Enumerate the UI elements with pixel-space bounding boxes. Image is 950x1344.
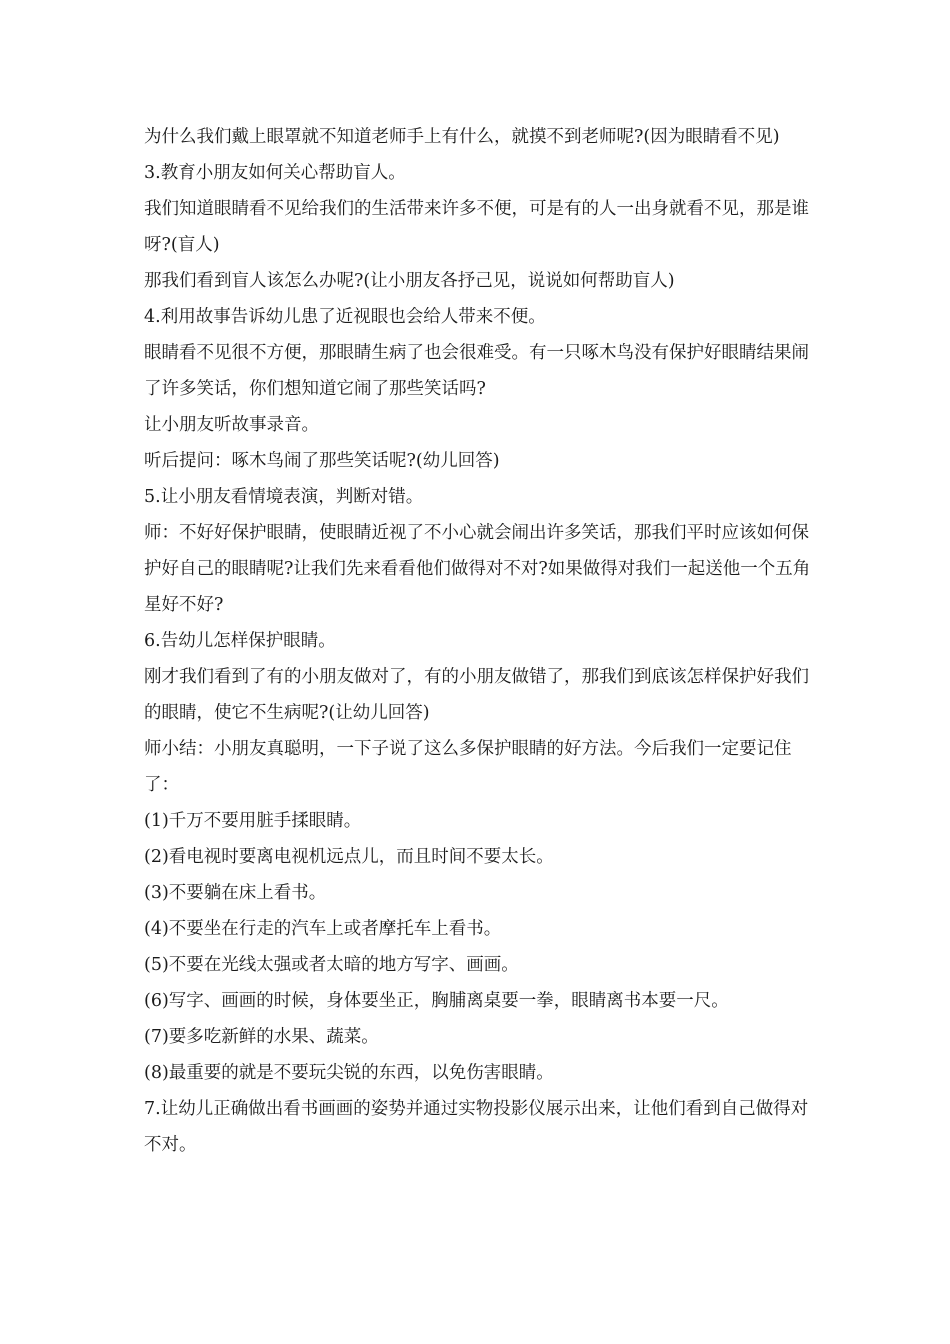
paragraph: 让小朋友听故事录音。: [144, 415, 319, 435]
paragraph: 眼睛看不见很不方便，那眼睛生病了也会很难受。有一只啄木鸟没有保护好眼睛结果闹了许多笑话，你们想知道它闹了那些笑话吗?: [144, 343, 809, 399]
paragraph: 师：不好好保护眼睛，使眼睛近视了不小心就会闹出许多笑话，那我们平时应该如何保护好自己的眼睛呢?让我们先来看看他们做得对不对?如果做得对我们一起送他一个五角星好不好?: [144, 523, 811, 615]
section-heading-7: 7.让幼儿正确做出看书画画的姿势并通过实物投影仪展示出来，让他们看到自己做得对不对。: [144, 1099, 809, 1155]
paragraph: 听后提问：啄木鸟闹了那些笑话呢?(幼儿回答): [144, 451, 500, 471]
list-item: (1)千万不要用脏手揉眼睛。: [144, 811, 362, 831]
list-item: (7)要多吃新鲜的水果、蔬菜。: [144, 1027, 379, 1047]
list-item: (3)不要躺在床上看书。: [144, 883, 327, 903]
section-heading-5: 5.让小朋友看情境表演，判断对错。: [144, 487, 424, 507]
section-heading-4: 4.利用故事告诉幼儿患了近视眼也会给人带来不便。: [144, 307, 546, 327]
paragraph: 那我们看到盲人该怎么办呢?(让小朋友各抒己见，说说如何帮助盲人): [144, 271, 675, 291]
document-page: [144, 119, 824, 1163]
paragraph-summary: 师小结：小朋友真聪明，一下子说了这么多保护眼睛的好方法。今后我们一定要记住了：: [144, 739, 792, 795]
list-item: (2)看电视时要离电视机远点儿，而且时间不要太长。: [144, 847, 554, 867]
section-heading-3: 3.教育小朋友如何关心帮助盲人。: [144, 163, 406, 183]
section-heading-6: 6.告幼儿怎样保护眼睛。: [144, 631, 336, 651]
paragraph: 刚才我们看到了有的小朋友做对了，有的小朋友做错了，那我们到底该怎样保护好我们的眼睛，使它不生病呢?(让幼儿回答): [144, 667, 809, 723]
list-item: (5)不要在光线太强或者太暗的地方写字、画画。: [144, 955, 519, 975]
list-item: (6)写字、画画的时候，身体要坐正，胸脯离桌要一拳，眼睛离书本要一尺。: [144, 991, 729, 1011]
list-item: (8)最重要的就是不要玩尖锐的东西，以免伤害眼睛。: [144, 1063, 554, 1083]
list-item: (4)不要坐在行走的汽车上或者摩托车上看书。: [144, 919, 502, 939]
paragraph: 我们知道眼睛看不见给我们的生活带来许多不便，可是有的人一出身就看不见，那是谁呀?(盲人): [144, 199, 809, 255]
paragraph-intro-question: 为什么我们戴上眼罩就不知道老师手上有什么，就摸不到老师呢?(因为眼睛看不见): [144, 127, 780, 147]
